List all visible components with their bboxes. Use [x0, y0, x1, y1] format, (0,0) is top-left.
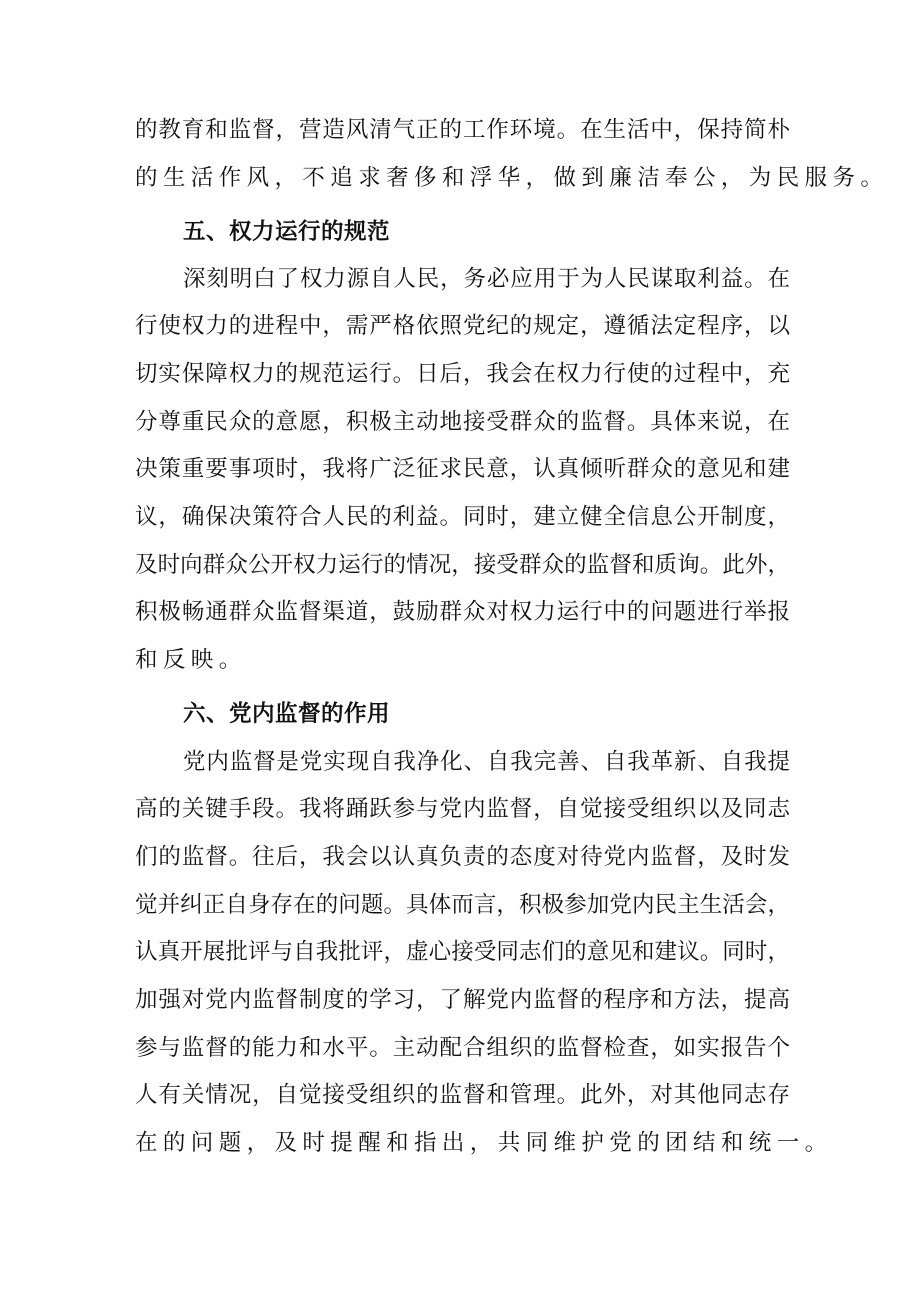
paragraph-line: 行使权力的进程中，需严格依照党纪的规定，遵循法定程序，以	[135, 313, 790, 339]
paragraph-line: 议，确保决策符合人民的利益。同时，建立健全信息公开制度，	[135, 504, 790, 530]
section-heading: 五、权力运行的规范	[183, 219, 391, 245]
paragraph-line: 积极畅通群众监督渠道，鼓励群众对权力运行中的问题进行举报	[135, 599, 790, 625]
paragraph-line: 们的监督。往后，我会以认真负责的态度对待党内监督，及时发	[135, 844, 790, 870]
paragraph-line: 的生活作风，不追求奢侈和浮华，做到廉洁奉公，为民服务。	[135, 165, 889, 191]
paragraph-line: 和反映。	[135, 647, 247, 673]
paragraph-line: 及时向群众公开权力运行的情况，接受群众的监督和质询。此外，	[135, 552, 790, 578]
paragraph-line: 决策重要事项时，我将广泛征求民意，认真倾听群众的意见和建	[135, 456, 790, 482]
paragraph-line: 加强对党内监督制度的学习，了解党内监督的程序和方法，提高	[135, 987, 790, 1013]
paragraph-line: 觉并纠正自身存在的问题。具体而言，积极参加党内民主生活会，	[135, 892, 790, 918]
section-heading: 六、党内监督的作用	[183, 701, 391, 727]
paragraph-line: 切实保障权力的规范运行。日后，我会在权力行使的过程中，充	[135, 361, 790, 387]
paragraph-line: 高的关键手段。我将踊跃参与党内监督，自觉接受组织以及同志	[135, 796, 790, 822]
paragraph-line: 在的问题，及时提醒和指出，共同维护党的团结和统一。	[135, 1130, 833, 1156]
paragraph-line: 深刻明白了权力源自人民，务必应用于为人民谋取利益。在	[183, 266, 790, 292]
paragraph-line: 分尊重民众的意愿，积极主动地接受群众的监督。具体来说，在	[135, 409, 790, 435]
paragraph-line: 人有关情况，自觉接受组织的监督和管理。此外，对其他同志存	[135, 1082, 790, 1108]
paragraph-line: 认真开展批评与自我批评，虚心接受同志们的意见和建议。同时，	[135, 939, 790, 965]
paragraph-line: 参与监督的能力和水平。主动配合组织的监督检查，如实报告个	[135, 1035, 790, 1061]
paragraph-line: 党内监督是党实现自我净化、自我完善、自我革新、自我提	[183, 749, 790, 775]
paragraph-line: 的教育和监督，营造风清气正的工作环境。在生活中，保持简朴	[135, 117, 790, 143]
